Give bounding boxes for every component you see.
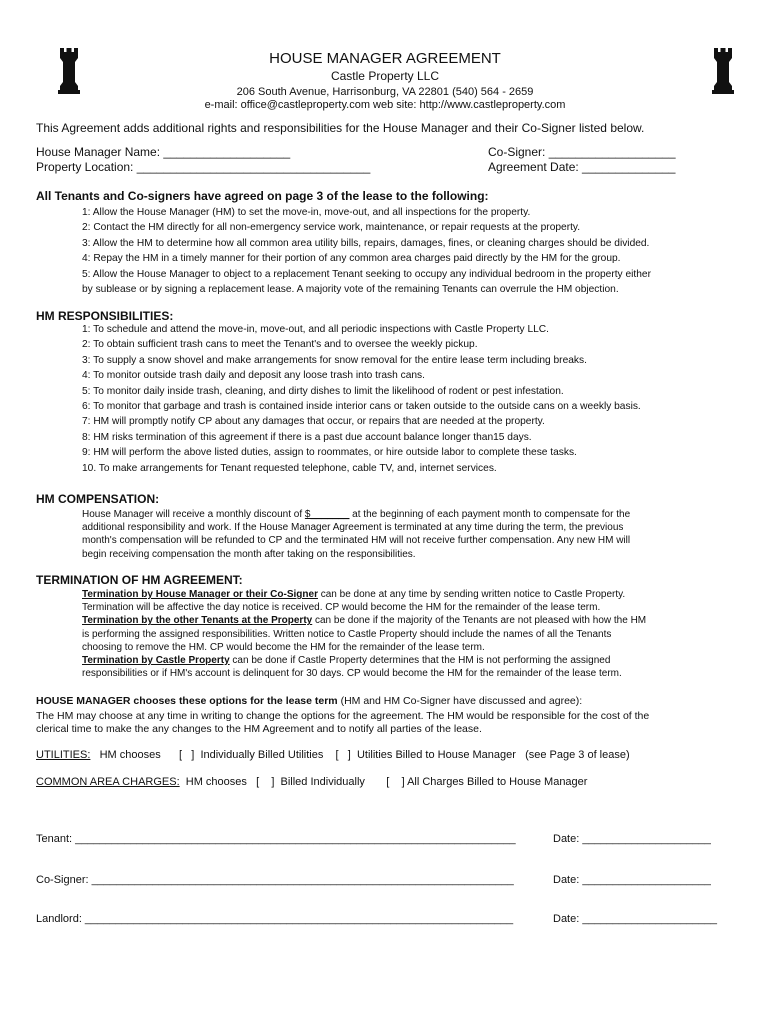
hm-name-field[interactable]: House Manager Name: ___________________	[36, 145, 291, 159]
list-item: 8: HM risks termination of this agreement if there is a past due account balance longer than15 days.	[82, 431, 532, 443]
termination-by-hm-title: Termination by House Manager or their Co-Signer	[82, 589, 318, 600]
termination-by-cp-title: Termination by Castle Property	[82, 655, 230, 667]
list-item: 3: Allow the HM to determine how all common area utility bills, repairs, damages, fines, or cleaning charges should be divided.	[82, 237, 650, 249]
list-item: 6: To monitor that garbage and trash is contained inside interior cans or taken outside to the outside cans on a weekly basis.	[82, 401, 641, 413]
property-location-field[interactable]: Property Location: ___________________________________	[36, 160, 371, 174]
tenants-list	[82, 205, 651, 297]
termination-heading: TERMINATION OF HM AGREEMENT:	[36, 573, 243, 587]
list-item: 7: HM will promptly notify CP about any damages that occur, or repairs that are needed at the property.	[82, 416, 545, 428]
list-item: 4: Repay the HM in a timely manner for their portion of any common area charges paid directly by the HM for the group.	[82, 253, 621, 265]
list-item: 5: To monitor daily inside trash, cleaning, and dirty dishes to limit the likelihood of rodent or pest infestation.	[82, 385, 564, 397]
list-item: 10. To make arrangements for Tenant requested telephone, cable TV, and, internet services.	[82, 462, 497, 474]
tenant-signature-field[interactable]: Tenant: ________________________________________________________________________	[36, 833, 516, 845]
cosigner-field[interactable]: Co-Signer: ___________________	[488, 145, 676, 159]
intro-text: This Agreement adds additional rights and responsibilities for the House Manager and their Co-Signer listed below.	[36, 121, 645, 135]
responsibilities-heading: HM RESPONSIBILITIES:	[36, 309, 174, 323]
options-heading: HOUSE MANAGER chooses these options for the lease term (HM and HM Co-Signer have discussed and agree):	[36, 695, 583, 707]
list-item: 2: To obtain sufficient trash cans to meet the Tenant's and to oversee the weekly pickup.	[82, 339, 478, 351]
list-item: by sublease or by signing a replacement lease. A majority vote of the remaining Tenants can overrule the HM objection.	[82, 284, 619, 296]
utilities-option[interactable]: UTILITIES: HM chooses [ ] Individually Billed Utilities [ ] Utilities Billed to House Manager (see Page 3 of lease)	[36, 749, 630, 761]
agreement-date-field[interactable]: Agreement Date: ______________	[488, 160, 676, 174]
tenant-date-field[interactable]: Date: _____________________	[553, 833, 711, 845]
discount-amount-field[interactable]: $_______	[304, 509, 350, 520]
termination-text: Termination by House Manager or their Co-Signer can be done at any time by sending written notice to Castle Property. Termination will be affective the day notice is received. CP would become the HM for the remainder of the lease term. Termination by the other Tenants at the Property can be done if the majority of the Tenants are not pleased with how the HM is performing the assigned responsibilities. Written notice to Castle Property should include the names of all the Tenants choosing to remove the HM. CP would become the HM for the remainder of the lease term. Termination by Castle Property can be done if Castle Property determines that the HM is not performing the assigned responsibilities or if HM's account is delinquent for 30 days. CP would become the HM for the remainder of the lease term.	[82, 589, 647, 680]
cosigner-date-field[interactable]: Date: _____________________	[553, 874, 711, 886]
compensation-heading: HM COMPENSATION:	[36, 492, 160, 506]
company-address: 206 South Avenue, Harrisonburg, VA 22801 (540) 564 - 2659	[236, 86, 534, 98]
landlord-date-field[interactable]: Date: ______________________	[553, 913, 717, 925]
options-text: The HM may choose at any time in writing to change the options for the agreement. The HM would be responsible for the cost of the clerical time to make the any changes to the HM Agreement and to notify all parties of the lease.	[36, 710, 650, 736]
list-item: 2: Contact the HM directly for all non-emergency service work, maintenance, or repair requests at the property.	[82, 222, 581, 234]
list-item: 4: To monitor outside trash daily and deposit any loose trash into trash cans.	[82, 370, 425, 382]
company-contact: e-mail: office@castleproperty.com web site: http://www.castleproperty.com	[204, 99, 566, 111]
termination-by-tenants-title: Termination by the other Tenants at the Property	[82, 615, 313, 627]
list-item: 1: To schedule and attend the move-in, move-out, and all periodic inspections with Castle Property LLC.	[82, 324, 549, 335]
document-title: HOUSE MANAGER AGREEMENT	[269, 50, 501, 67]
list-item: 1: Allow the House Manager (HM) to set the move-in, move-out, and all inspections for the property.	[82, 207, 531, 218]
tenants-heading: All Tenants and Co-signers have agreed on page 3 of the lease to the following:	[36, 189, 489, 203]
list-item: 3: To supply a snow shovel and make arrangements for snow removal for the entire lease term including breaks.	[82, 354, 587, 366]
cosigner-signature-field[interactable]: Co-Signer: _____________________________________________________________________	[36, 874, 514, 886]
landlord-signature-field[interactable]: Landlord: ______________________________________________________________________	[36, 913, 514, 925]
company-name: Castle Property LLC	[330, 69, 440, 83]
list-item: 5: Allow the House Manager to object to a replacement Tenant seeking to occupy any individual bedroom in the property either	[82, 268, 651, 280]
list-item: 9: HM will perform the above listed duties, assign to roommates, or hire outside labor to complete these tasks.	[82, 447, 577, 459]
common-area-option[interactable]: COMMON AREA CHARGES: HM chooses [ ] Billed Individually [ ] All Charges Billed to House Manager	[36, 776, 588, 788]
compensation-text: House Manager will receive a monthly discount of $_______ at the beginning of each payment month to compensate for the additional responsibility and work. If the House Manager Agreement is terminated at any time during the term, the previous month's compensation will be refunded to CP and the terminated HM will not receive further compensation. Any new HM will begin receiving compensation the month after taking on the responsibilities.	[82, 509, 631, 560]
responsibilities-list	[82, 322, 641, 476]
